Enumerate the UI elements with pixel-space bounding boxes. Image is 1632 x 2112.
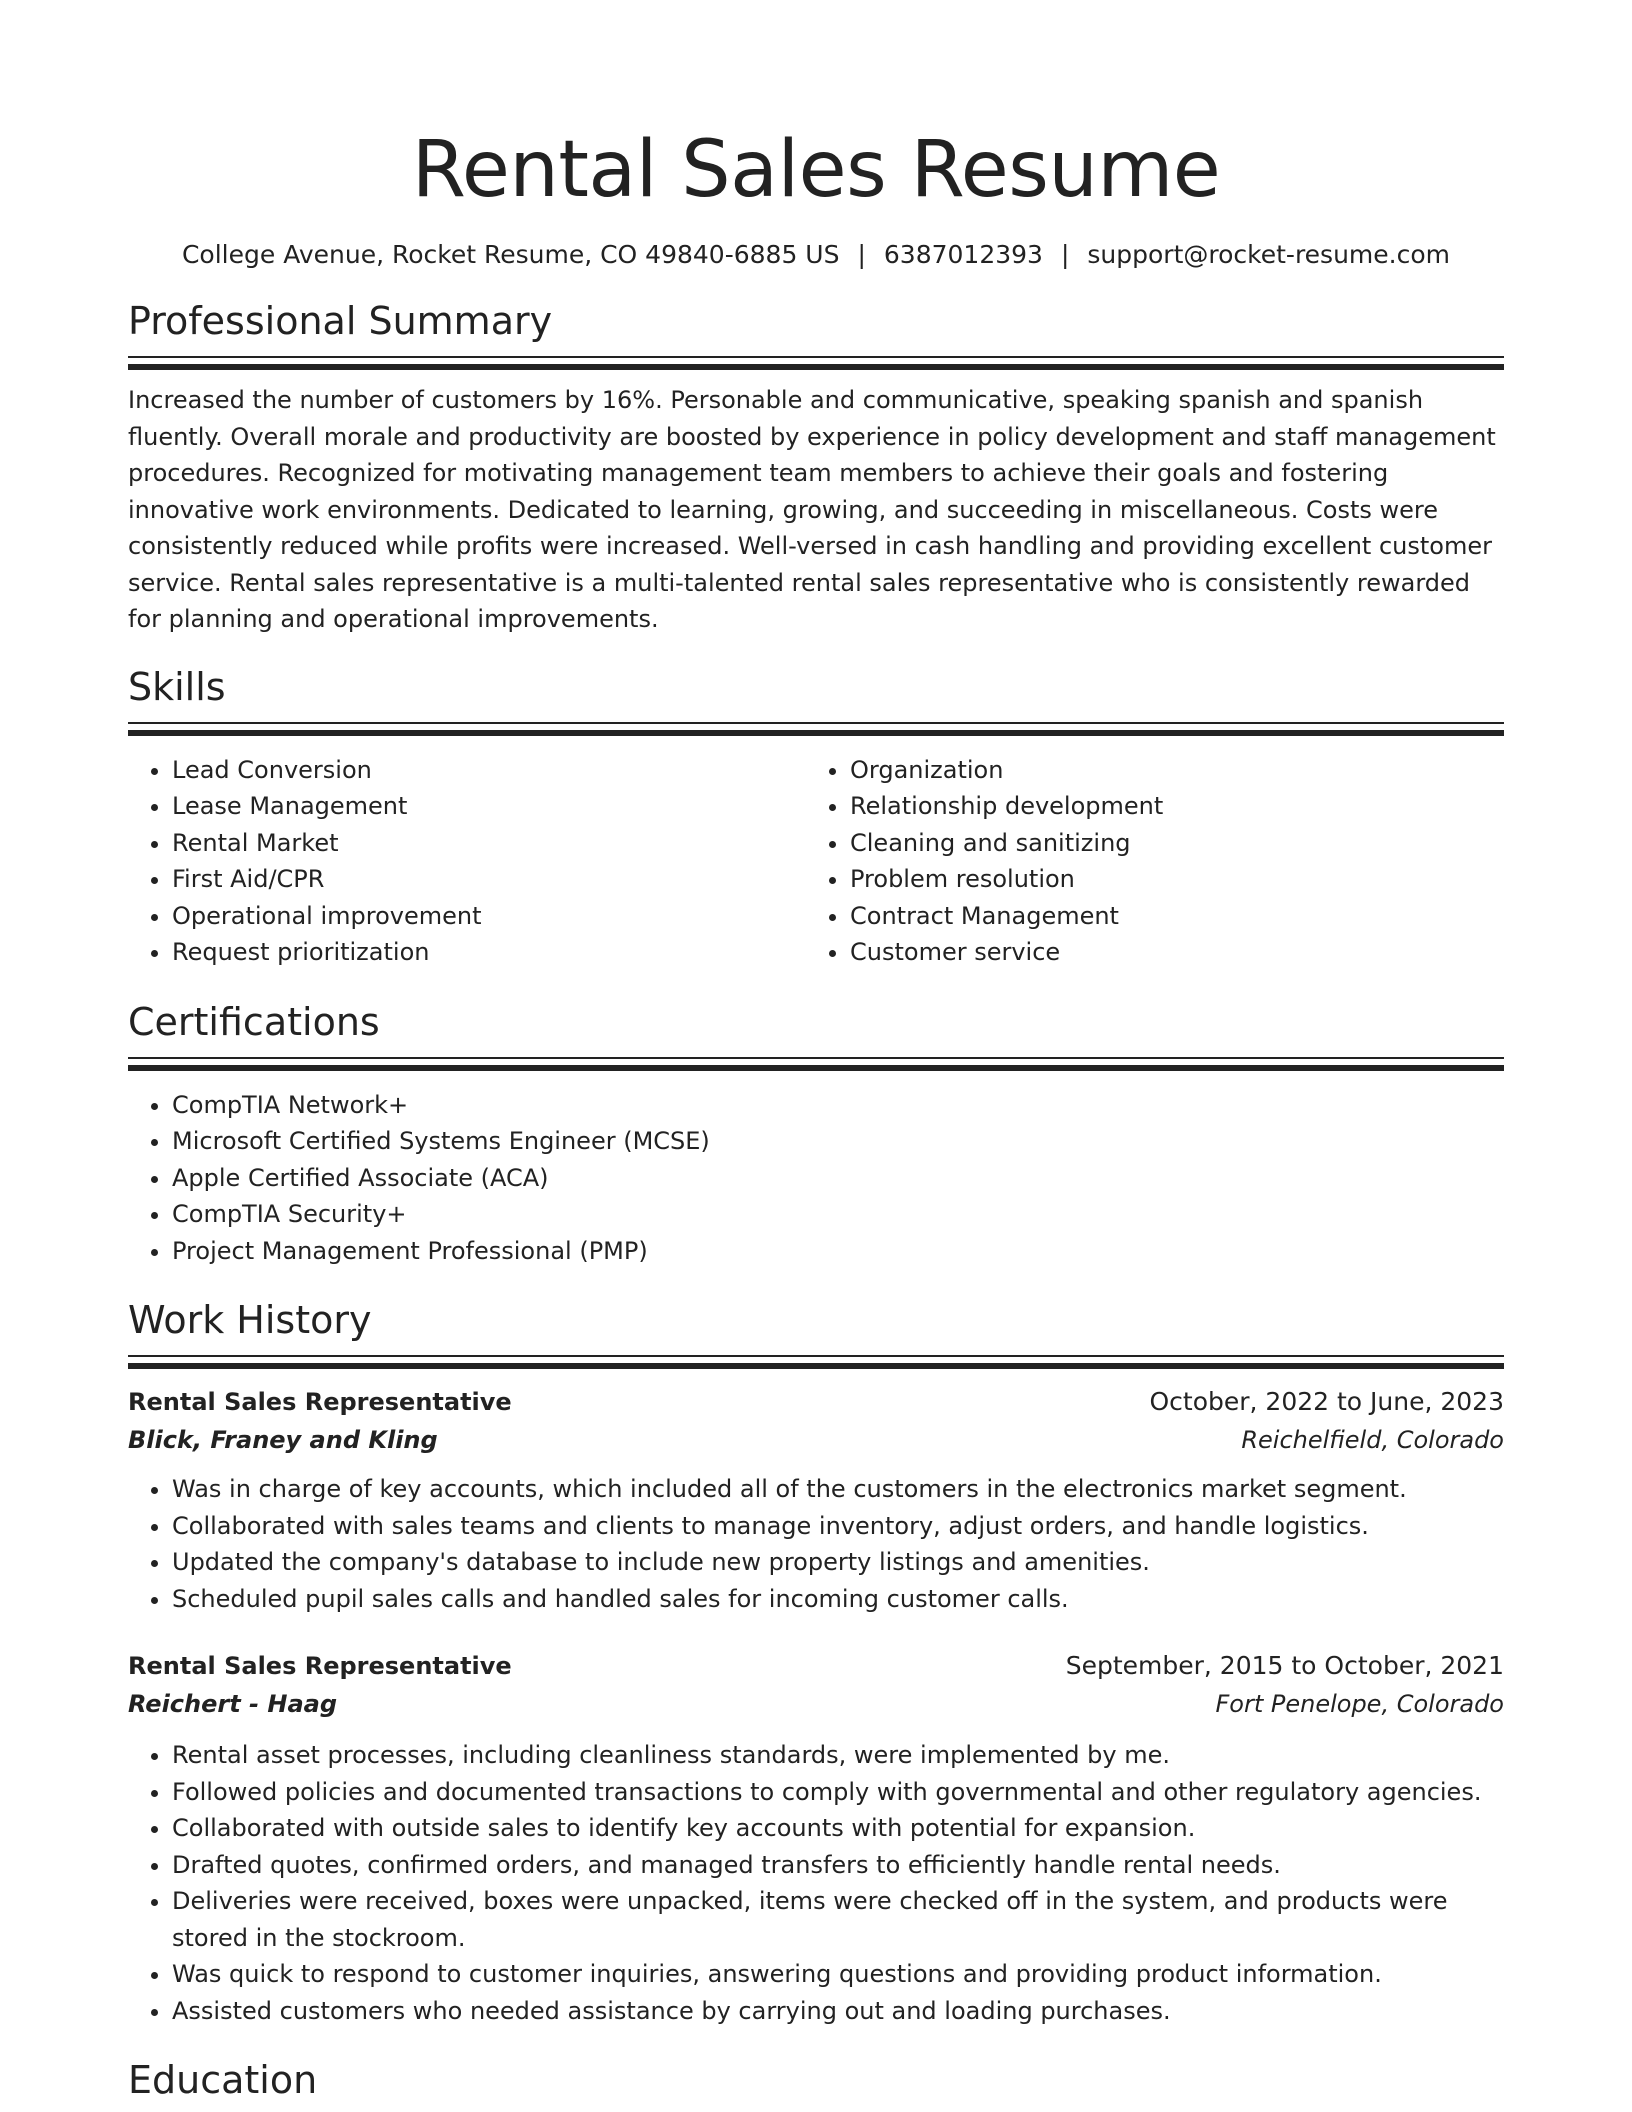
job-location: Fort Penelope, Colorado [1215,1690,1504,1718]
job-bullet: • Followed policies and documented transactions to comply with governmental and other regulatory agencies. [172,1774,1504,1811]
job-bullets [128,1471,1504,1617]
job-bullet: • Collaborated with outside sales to identify key accounts with potential for expansion. [172,1810,1504,1847]
section-rule [128,1057,1504,1059]
job-dates: September, 2015 to October, 2021 [1065,1651,1504,1680]
resume-title: Rental Sales Resume [411,125,1221,215]
job-bullet: • Assisted customers who needed assistance by carrying out and loading purchases. [172,1993,1504,2030]
section-rule-thick [128,364,1504,370]
job-company: Reichert - Haag [128,1690,338,1718]
certification-item: • Microsoft Certified Systems Engineer (MCSE) [172,1123,1504,1160]
section-title-work-history: Work History [128,1298,372,1342]
job-location: Reichelfield, Colorado [1241,1426,1504,1454]
section-rule [128,1355,1504,1357]
skill-item: • Problem resolution [850,861,1484,898]
resume-page [128,0,1504,2105]
section-rule-thick [128,1363,1504,1369]
skill-item: • First Aid/CPR [172,861,806,898]
job-header [128,1383,1504,1421]
job-company: Blick, Franey and Kling [128,1426,438,1454]
certification-item: • Apple Certified Associate (ACA) [172,1160,1504,1197]
certifications-section [128,997,1504,1270]
job-title: Rental Sales Representative [128,1388,512,1416]
skill-item: • Operational improvement [172,898,806,935]
section-title-education: Education [128,2058,318,2102]
job-bullet: • Drafted quotes, confirmed orders, and managed transfers to efficiently handle rental needs. [172,1847,1504,1884]
section-rule-thick [128,1065,1504,1071]
job-bullet: • Was in charge of key accounts, which included all of the customers in the electronics market segment. [172,1471,1504,1508]
contact-email: support@rocket-resume.com [1087,240,1451,269]
job-bullet: • Was quick to respond to customer inquiries, answering questions and providing product information. [172,1956,1504,1993]
skill-item: • Request prioritization [172,934,806,971]
skill-item: • Organization [850,752,1484,789]
certification-item: • CompTIA Security+ [172,1196,1504,1233]
skills-section [128,662,1504,971]
skills-columns [128,752,1504,971]
section-title-certifications: Certifications [128,999,380,1044]
contact-address: College Avenue, Rocket Resume, CO 49840-6885 US [181,240,840,269]
summary-text: Increased the number of customers by 16%. Personable and communicative, speaking spanish and spanish fluently. Overall morale and productivity are boosted by experience in policy development and staff management procedures. Recognized for motivating management team members to achieve their goals and fostering innovative work environments. Dedicated to learning, growing, and succeeding in miscellaneous. Costs were consistently reduced while profits were increased. Well-versed in cash handling and providing excellent customer service. Rental sales representative is a multi-talented rental sales representative who is consistently rewarded for planning and operational improvements. [128,386,1496,633]
job-dates: October, 2022 to June, 2023 [1149,1387,1504,1416]
job-title: Rental Sales Representative [128,1652,512,1680]
skill-item: • Rental Market [172,825,806,862]
section-title-skills: Skills [128,664,226,709]
education-section [128,2055,1504,2105]
contact-line [128,238,1504,272]
job-subheader [128,1421,1504,1459]
skill-item: • Relationship development [850,788,1484,825]
skills-column-left [128,752,806,971]
contact-separator: | [1060,240,1070,269]
job-subheader [128,1685,1504,1723]
job-bullet: • Collaborated with sales teams and clients to manage inventory, adjust orders, and handle logistics. [172,1508,1504,1545]
section-rule-thick [128,730,1504,736]
skill-item: • Lead Conversion [172,752,806,789]
contact-phone: 6387012393 [883,240,1043,269]
work-history-section [128,1295,1504,2029]
job-bullet: • Scheduled pupil sales calls and handled sales for incoming customer calls. [172,1581,1504,1618]
job-bullets [128,1737,1504,2029]
certification-item: • CompTIA Network+ [172,1087,1504,1124]
job-header [128,1647,1504,1685]
skill-item: • Cleaning and sanitizing [850,825,1484,862]
summary-section [128,296,1504,638]
certifications-list [128,1087,1504,1270]
section-rule [128,356,1504,358]
job-bullet: • Updated the company's database to include new property listings and amenities. [172,1544,1504,1581]
section-rule [128,722,1504,724]
skill-item: • Customer service [850,934,1484,971]
skills-list-left [128,752,806,971]
job-entry [128,1383,1504,1617]
certification-item: • Project Management Professional (PMP) [172,1233,1504,1270]
job-bullet: • Rental asset processes, including cleanliness standards, were implemented by me. [172,1737,1504,1774]
skills-column-right [806,752,1484,971]
section-title-summary: Professional Summary [128,299,553,343]
skill-item: • Contract Management [850,898,1484,935]
skill-item: • Lease Management [172,788,806,825]
job-entry [128,1647,1504,2029]
contact-separator: | [857,240,866,269]
job-bullet: • Deliveries were received, boxes were unpacked, items were checked off in the system, and products were stored in the stockroom. [172,1883,1504,1956]
skills-list-right [806,752,1484,971]
